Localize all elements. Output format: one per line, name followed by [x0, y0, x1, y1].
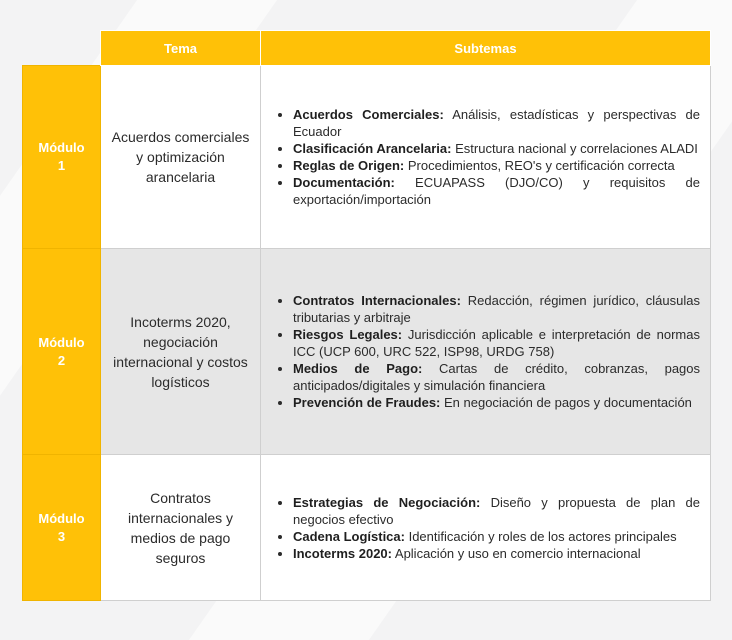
- header-row: [23, 31, 711, 66]
- module-number: 1: [57, 158, 66, 173]
- subtema-title: Prevención de Fraudes:: [293, 395, 441, 410]
- list-item: [293, 545, 700, 562]
- list-item: [293, 292, 700, 326]
- subtemas-cell: [261, 455, 711, 601]
- subtema-text: En negociación de pagos y documentación: [440, 395, 692, 410]
- module-label-cell: [23, 455, 101, 601]
- subtema-text: ECUAPASS (DJO/CO) y requisitos de exportación/importación: [293, 175, 700, 207]
- subtema-text: Procedimientos, REO's y certificación correcta: [404, 158, 675, 173]
- subtema-title: Estrategias de Negociación:: [293, 494, 481, 510]
- list-item: [293, 360, 700, 394]
- subtema-title: Riesgos Legales:: [293, 327, 403, 342]
- subtema-text: Análisis, estadísticas y perspectivas de Ecuador: [293, 107, 700, 139]
- subtema-title: Reglas de Origen:: [293, 158, 405, 173]
- subtema-title: Medios de Pago:: [293, 361, 423, 376]
- list-item: [293, 140, 700, 157]
- subtema-title: Contratos Internacionales:: [293, 293, 461, 308]
- curriculum-table: [22, 30, 711, 601]
- module-label: Módulo: [38, 510, 85, 526]
- header-tema: Tema: [101, 31, 261, 66]
- list-item: [293, 174, 700, 208]
- tema-cell: Acuerdos comerciales y optimización arancelaria: [101, 66, 261, 249]
- module-row-2: [23, 249, 711, 455]
- list-item: [293, 326, 700, 360]
- header-empty-cell: [23, 31, 101, 66]
- subtema-title: Acuerdos Comerciales:: [293, 107, 444, 122]
- subtemas-cell: [261, 66, 711, 249]
- header-subtemas: Subtemas: [261, 31, 711, 66]
- tema-cell: Incoterms 2020, negociación internacional y costos logísticos: [101, 249, 261, 455]
- subtema-title: Incoterms 2020:: [293, 545, 392, 561]
- list-item: [293, 157, 700, 174]
- module-label-cell: [23, 249, 101, 455]
- subtema-text: Jurisdicción aplicable e interpretación de normas ICC (UCP 600, URC 522, ISP98, URDG 758): [293, 327, 700, 359]
- subtemas-list: [277, 292, 700, 411]
- subtema-text: Redacción, régimen jurídico, cláusulas tributarias y arbitraje: [293, 293, 700, 325]
- list-item: [293, 394, 700, 411]
- subtema-text: Cartas de crédito, cobranzas, pagos anticipados/digitales y simulación financiera: [293, 361, 701, 393]
- module-label: Módulo: [38, 334, 85, 350]
- module-row-3: [23, 455, 711, 601]
- tema-cell: Contratos internacionales y medios de pago seguros: [101, 455, 261, 601]
- subtema-title: Clasificación Arancelaria:: [293, 141, 452, 156]
- module-row-1: [23, 66, 711, 249]
- subtema-text: Aplicación y uso en comercio internacional: [392, 545, 641, 561]
- subtema-title: Cadena Logística:: [293, 528, 405, 544]
- subtema-text: Identificación y roles de los actores principales: [404, 528, 677, 544]
- list-item: [293, 494, 700, 528]
- list-item: [293, 106, 700, 140]
- list-item: [293, 528, 700, 545]
- subtemas-list: [277, 494, 700, 562]
- subtema-text: Estructura nacional y correlaciones ALADI: [451, 141, 698, 156]
- module-number: 3: [57, 528, 66, 544]
- module-number: 2: [57, 352, 66, 368]
- subtema-title: Documentación:: [293, 175, 395, 190]
- module-label: Módulo: [38, 140, 85, 155]
- subtema-text: Diseño y propuesta de plan de negocios efectivo: [293, 494, 700, 527]
- module-label-cell: [23, 66, 101, 249]
- subtemas-cell: [261, 249, 711, 455]
- subtemas-list: [277, 106, 700, 208]
